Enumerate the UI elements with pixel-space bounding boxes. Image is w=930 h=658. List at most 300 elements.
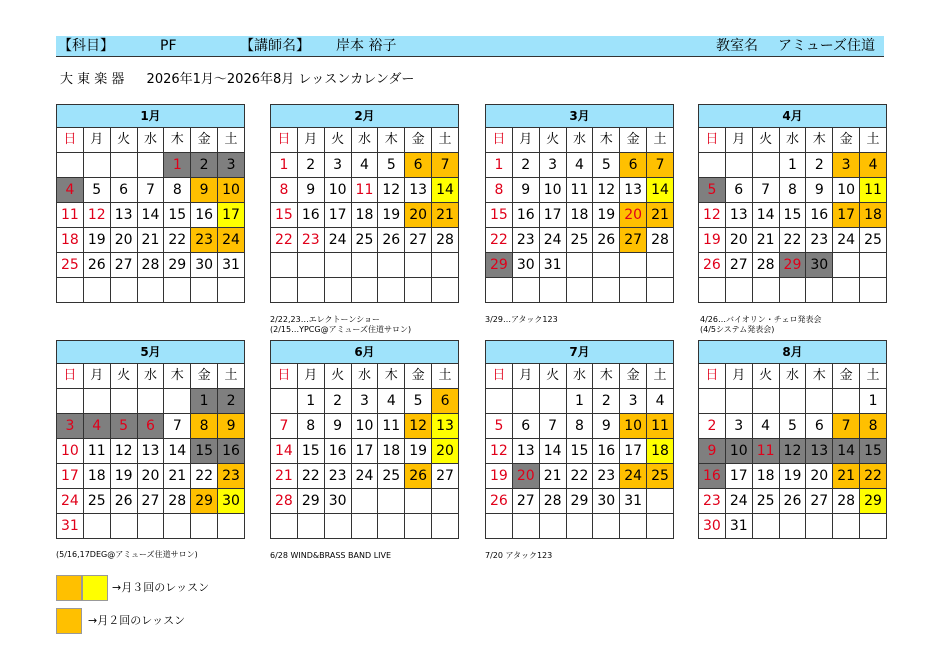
day-cell: 16 — [297, 203, 324, 228]
day-cell: 2 — [218, 389, 245, 414]
day-cell: 16 — [512, 203, 539, 228]
empty-cell — [566, 278, 593, 303]
weekday-header: 日 — [486, 364, 513, 389]
day-cell: 11 — [566, 178, 593, 203]
empty-cell — [725, 278, 752, 303]
empty-cell — [351, 253, 378, 278]
day-cell: 31 — [218, 253, 245, 278]
weekday-header: 水 — [351, 364, 378, 389]
empty-cell — [725, 389, 752, 414]
day-cell: 2 — [593, 389, 620, 414]
day-cell: 1 — [566, 389, 593, 414]
weekday-header: 水 — [137, 128, 164, 153]
empty-cell — [378, 514, 405, 539]
day-cell: 24 — [218, 228, 245, 253]
day-cell: 9 — [191, 178, 218, 203]
empty-cell — [164, 389, 191, 414]
legend-swatch-orange-2 — [56, 608, 82, 634]
empty-cell — [57, 153, 84, 178]
weekday-header: 水 — [137, 364, 164, 389]
day-cell: 7 — [164, 414, 191, 439]
empty-cell — [110, 153, 137, 178]
day-cell: 13 — [405, 178, 432, 203]
day-cell: 20 — [725, 228, 752, 253]
day-cell: 8 — [486, 178, 513, 203]
empty-cell — [191, 514, 218, 539]
empty-cell — [752, 514, 779, 539]
empty-cell — [647, 489, 674, 514]
day-cell: 8 — [779, 178, 806, 203]
day-cell: 29 — [566, 489, 593, 514]
day-cell: 6 — [620, 153, 647, 178]
weekday-header: 月 — [83, 128, 110, 153]
day-cell: 23 — [593, 464, 620, 489]
weekday-header: 火 — [539, 364, 566, 389]
month-calendar — [270, 340, 459, 539]
weekday-header: 日 — [699, 128, 726, 153]
day-cell: 10 — [57, 439, 84, 464]
day-cell: 27 — [806, 489, 833, 514]
empty-cell — [833, 278, 860, 303]
day-cell: 6 — [405, 153, 432, 178]
day-cell: 15 — [486, 203, 513, 228]
weekday-header: 土 — [860, 364, 887, 389]
empty-cell — [137, 389, 164, 414]
day-cell: 17 — [539, 203, 566, 228]
day-cell: 11 — [752, 439, 779, 464]
day-cell: 25 — [351, 228, 378, 253]
empty-cell — [137, 278, 164, 303]
day-cell: 16 — [191, 203, 218, 228]
day-cell: 5 — [405, 389, 432, 414]
day-cell: 12 — [486, 439, 513, 464]
empty-cell — [164, 278, 191, 303]
day-cell: 25 — [378, 464, 405, 489]
weekday-header: 火 — [110, 364, 137, 389]
day-cell: 28 — [647, 228, 674, 253]
empty-cell — [593, 253, 620, 278]
day-cell: 27 — [725, 253, 752, 278]
day-cell: 19 — [593, 203, 620, 228]
day-cell: 11 — [57, 203, 84, 228]
day-cell: 9 — [593, 414, 620, 439]
day-cell: 24 — [351, 464, 378, 489]
empty-cell — [833, 389, 860, 414]
day-cell: 23 — [699, 489, 726, 514]
day-cell: 8 — [191, 414, 218, 439]
day-cell: 7 — [137, 178, 164, 203]
empty-cell — [620, 514, 647, 539]
empty-cell — [324, 253, 351, 278]
day-cell: 23 — [297, 228, 324, 253]
weekday-header: 木 — [593, 128, 620, 153]
empty-cell — [806, 514, 833, 539]
day-cell: 24 — [620, 464, 647, 489]
empty-cell — [752, 389, 779, 414]
day-cell: 5 — [699, 178, 726, 203]
day-cell: 3 — [218, 153, 245, 178]
day-cell: 18 — [351, 203, 378, 228]
empty-cell — [297, 253, 324, 278]
day-cell: 22 — [566, 464, 593, 489]
day-cell: 14 — [271, 439, 298, 464]
day-cell: 21 — [752, 228, 779, 253]
day-cell: 30 — [806, 253, 833, 278]
day-cell: 18 — [860, 203, 887, 228]
day-cell: 12 — [405, 414, 432, 439]
month-title: 7月 — [486, 341, 674, 364]
day-cell: 13 — [620, 178, 647, 203]
teacher-label: 【講師名】 — [240, 38, 310, 54]
day-cell: 14 — [833, 439, 860, 464]
day-cell: 6 — [110, 178, 137, 203]
weekday-header: 火 — [752, 128, 779, 153]
day-cell: 28 — [833, 489, 860, 514]
day-cell: 3 — [725, 414, 752, 439]
weekday-header: 土 — [432, 128, 459, 153]
day-cell: 2 — [324, 389, 351, 414]
note-mar — [485, 315, 558, 325]
empty-cell — [137, 153, 164, 178]
empty-cell — [432, 514, 459, 539]
empty-cell — [271, 278, 298, 303]
day-cell: 13 — [137, 439, 164, 464]
month-title: 3月 — [486, 105, 674, 128]
day-cell: 31 — [57, 514, 84, 539]
empty-cell — [725, 153, 752, 178]
weekday-header: 日 — [57, 364, 84, 389]
day-cell: 13 — [432, 414, 459, 439]
day-cell: 25 — [57, 253, 84, 278]
day-cell: 29 — [486, 253, 513, 278]
day-cell: 21 — [164, 464, 191, 489]
empty-cell — [83, 153, 110, 178]
day-cell: 12 — [110, 439, 137, 464]
day-cell: 1 — [860, 389, 887, 414]
day-cell: 26 — [593, 228, 620, 253]
day-cell: 27 — [512, 489, 539, 514]
empty-cell — [83, 514, 110, 539]
empty-cell — [620, 278, 647, 303]
month-calendar — [698, 104, 887, 303]
day-cell: 12 — [699, 203, 726, 228]
day-cell: 10 — [351, 414, 378, 439]
weekday-header: 月 — [512, 128, 539, 153]
empty-cell — [860, 278, 887, 303]
legend-three-lessons: →月３回のレッスン — [112, 581, 210, 594]
note-line: (5/16,17DEG@アミューズ住道サロン) — [56, 550, 198, 559]
weekday-header: 月 — [725, 128, 752, 153]
month-title: 6月 — [271, 341, 459, 364]
day-cell: 6 — [432, 389, 459, 414]
weekday-header: 土 — [432, 364, 459, 389]
day-cell: 20 — [432, 439, 459, 464]
empty-cell — [324, 278, 351, 303]
day-cell: 14 — [539, 439, 566, 464]
empty-cell — [110, 389, 137, 414]
day-cell: 26 — [699, 253, 726, 278]
subject-value: PF — [160, 38, 177, 54]
day-cell: 17 — [833, 203, 860, 228]
empty-cell — [860, 253, 887, 278]
day-cell: 3 — [324, 153, 351, 178]
day-cell: 31 — [620, 489, 647, 514]
empty-cell — [164, 514, 191, 539]
day-cell: 30 — [699, 514, 726, 539]
day-cell: 11 — [351, 178, 378, 203]
day-cell: 26 — [779, 489, 806, 514]
empty-cell — [699, 389, 726, 414]
weekday-header: 火 — [324, 128, 351, 153]
day-cell: 11 — [860, 178, 887, 203]
day-cell: 17 — [324, 203, 351, 228]
empty-cell — [566, 253, 593, 278]
day-cell: 14 — [647, 178, 674, 203]
day-cell: 1 — [297, 389, 324, 414]
empty-cell — [752, 278, 779, 303]
day-cell: 28 — [271, 489, 298, 514]
weekday-header: 日 — [486, 128, 513, 153]
day-cell: 18 — [83, 464, 110, 489]
day-cell: 19 — [83, 228, 110, 253]
day-cell: 23 — [512, 228, 539, 253]
empty-cell — [432, 278, 459, 303]
subtitle — [60, 68, 414, 87]
day-cell: 9 — [324, 414, 351, 439]
day-cell: 16 — [806, 203, 833, 228]
day-cell: 28 — [432, 228, 459, 253]
day-cell: 12 — [779, 439, 806, 464]
empty-cell — [566, 514, 593, 539]
teacher-name: 岸本 裕子 — [336, 38, 397, 54]
weekday-header: 水 — [566, 128, 593, 153]
empty-cell — [779, 514, 806, 539]
weekday-header: 火 — [110, 128, 137, 153]
empty-cell — [512, 278, 539, 303]
day-cell: 8 — [164, 178, 191, 203]
day-cell: 4 — [752, 414, 779, 439]
empty-cell — [83, 278, 110, 303]
day-cell: 23 — [191, 228, 218, 253]
empty-cell — [218, 278, 245, 303]
weekday-header: 月 — [725, 364, 752, 389]
empty-cell — [378, 489, 405, 514]
day-cell: 18 — [647, 439, 674, 464]
day-cell: 8 — [566, 414, 593, 439]
day-cell: 14 — [137, 203, 164, 228]
day-cell: 2 — [297, 153, 324, 178]
day-cell: 12 — [593, 178, 620, 203]
day-cell: 2 — [512, 153, 539, 178]
weekday-header: 月 — [297, 128, 324, 153]
empty-cell — [512, 389, 539, 414]
day-cell: 4 — [378, 389, 405, 414]
day-cell: 13 — [512, 439, 539, 464]
weekday-header: 金 — [191, 128, 218, 153]
note-line: 2/22,23…エレクトーンショー — [270, 315, 381, 324]
weekday-header: 金 — [833, 128, 860, 153]
day-cell: 5 — [486, 414, 513, 439]
weekday-header: 日 — [271, 364, 298, 389]
day-cell: 22 — [486, 228, 513, 253]
day-cell: 28 — [137, 253, 164, 278]
legend-swatch-orange — [56, 575, 82, 601]
weekday-header: 日 — [57, 128, 84, 153]
day-cell: 3 — [539, 153, 566, 178]
day-cell: 27 — [137, 489, 164, 514]
day-cell: 19 — [486, 464, 513, 489]
day-cell: 8 — [271, 178, 298, 203]
day-cell: 3 — [833, 153, 860, 178]
day-cell: 21 — [432, 203, 459, 228]
month-calendar — [485, 340, 674, 539]
empty-cell — [486, 389, 513, 414]
empty-cell — [593, 278, 620, 303]
day-cell: 7 — [432, 153, 459, 178]
weekday-header: 土 — [860, 128, 887, 153]
day-cell: 7 — [752, 178, 779, 203]
day-cell: 30 — [324, 489, 351, 514]
empty-cell — [512, 514, 539, 539]
day-cell: 16 — [324, 439, 351, 464]
day-cell: 19 — [779, 464, 806, 489]
empty-cell — [432, 489, 459, 514]
day-cell: 10 — [539, 178, 566, 203]
day-cell: 10 — [725, 439, 752, 464]
day-cell: 22 — [271, 228, 298, 253]
day-cell: 11 — [647, 414, 674, 439]
empty-cell — [378, 278, 405, 303]
empty-cell — [486, 278, 513, 303]
weekday-header: 木 — [164, 364, 191, 389]
day-cell: 22 — [779, 228, 806, 253]
day-cell: 9 — [297, 178, 324, 203]
empty-cell — [137, 514, 164, 539]
day-cell: 26 — [110, 489, 137, 514]
day-cell: 19 — [699, 228, 726, 253]
day-cell: 24 — [539, 228, 566, 253]
day-cell: 1 — [486, 153, 513, 178]
day-cell: 20 — [405, 203, 432, 228]
empty-cell — [432, 253, 459, 278]
empty-cell — [324, 514, 351, 539]
day-cell: 22 — [860, 464, 887, 489]
weekday-header: 月 — [83, 364, 110, 389]
day-cell: 18 — [57, 228, 84, 253]
day-cell: 15 — [191, 439, 218, 464]
weekday-header: 土 — [647, 128, 674, 153]
day-cell: 9 — [806, 178, 833, 203]
day-cell: 10 — [324, 178, 351, 203]
day-cell: 11 — [83, 439, 110, 464]
weekday-header: 日 — [699, 364, 726, 389]
day-cell: 8 — [297, 414, 324, 439]
day-cell: 3 — [57, 414, 84, 439]
day-cell: 4 — [57, 178, 84, 203]
day-cell: 14 — [164, 439, 191, 464]
weekday-header: 土 — [647, 364, 674, 389]
month-calendar — [56, 340, 245, 539]
weekday-header: 金 — [833, 364, 860, 389]
weekday-header: 金 — [620, 364, 647, 389]
empty-cell — [110, 278, 137, 303]
day-cell: 26 — [83, 253, 110, 278]
day-cell: 6 — [725, 178, 752, 203]
note-may — [56, 550, 198, 560]
calendar-title: 2026年1月～2026年8月 レッスンカレンダー — [146, 72, 415, 87]
weekday-header: 金 — [405, 128, 432, 153]
month-calendar — [270, 104, 459, 303]
day-cell: 17 — [57, 464, 84, 489]
empty-cell — [297, 514, 324, 539]
note-line: (4/5システム発表会) — [700, 325, 775, 334]
weekday-header: 金 — [620, 128, 647, 153]
day-cell: 10 — [620, 414, 647, 439]
month-title: 1月 — [57, 105, 245, 128]
day-cell: 22 — [164, 228, 191, 253]
day-cell: 30 — [593, 489, 620, 514]
day-cell: 19 — [378, 203, 405, 228]
day-cell: 10 — [218, 178, 245, 203]
weekday-header: 木 — [378, 128, 405, 153]
day-cell: 11 — [378, 414, 405, 439]
weekday-header: 火 — [539, 128, 566, 153]
day-cell: 18 — [378, 439, 405, 464]
note-line: 3/29…アタック123 — [485, 315, 558, 324]
day-cell: 23 — [324, 464, 351, 489]
day-cell: 3 — [351, 389, 378, 414]
day-cell: 22 — [297, 464, 324, 489]
empty-cell — [699, 153, 726, 178]
day-cell: 25 — [83, 489, 110, 514]
month-calendar — [485, 104, 674, 303]
day-cell: 21 — [137, 228, 164, 253]
day-cell: 9 — [512, 178, 539, 203]
day-cell: 29 — [297, 489, 324, 514]
weekday-header: 木 — [593, 364, 620, 389]
day-cell: 4 — [83, 414, 110, 439]
legend-two-lessons: →月２回のレッスン — [88, 614, 186, 627]
day-cell: 24 — [57, 489, 84, 514]
day-cell: 27 — [620, 228, 647, 253]
day-cell: 4 — [647, 389, 674, 414]
day-cell: 24 — [725, 489, 752, 514]
weekday-header: 月 — [297, 364, 324, 389]
day-cell: 5 — [593, 153, 620, 178]
day-cell: 13 — [110, 203, 137, 228]
day-cell: 15 — [164, 203, 191, 228]
day-cell: 21 — [271, 464, 298, 489]
empty-cell — [218, 514, 245, 539]
day-cell: 24 — [833, 228, 860, 253]
day-cell: 14 — [752, 203, 779, 228]
empty-cell — [752, 153, 779, 178]
note-line: (2/15…YPCG@アミューズ住道サロン) — [270, 325, 412, 334]
day-cell: 21 — [833, 464, 860, 489]
subject-label: 【科目】 — [58, 38, 114, 54]
weekday-header: 土 — [218, 128, 245, 153]
day-cell: 26 — [378, 228, 405, 253]
day-cell: 7 — [271, 414, 298, 439]
month-title: 4月 — [699, 105, 887, 128]
day-cell: 31 — [725, 514, 752, 539]
empty-cell — [806, 278, 833, 303]
day-cell: 13 — [725, 203, 752, 228]
empty-cell — [833, 514, 860, 539]
day-cell: 2 — [191, 153, 218, 178]
weekday-header: 火 — [324, 364, 351, 389]
day-cell: 6 — [806, 414, 833, 439]
